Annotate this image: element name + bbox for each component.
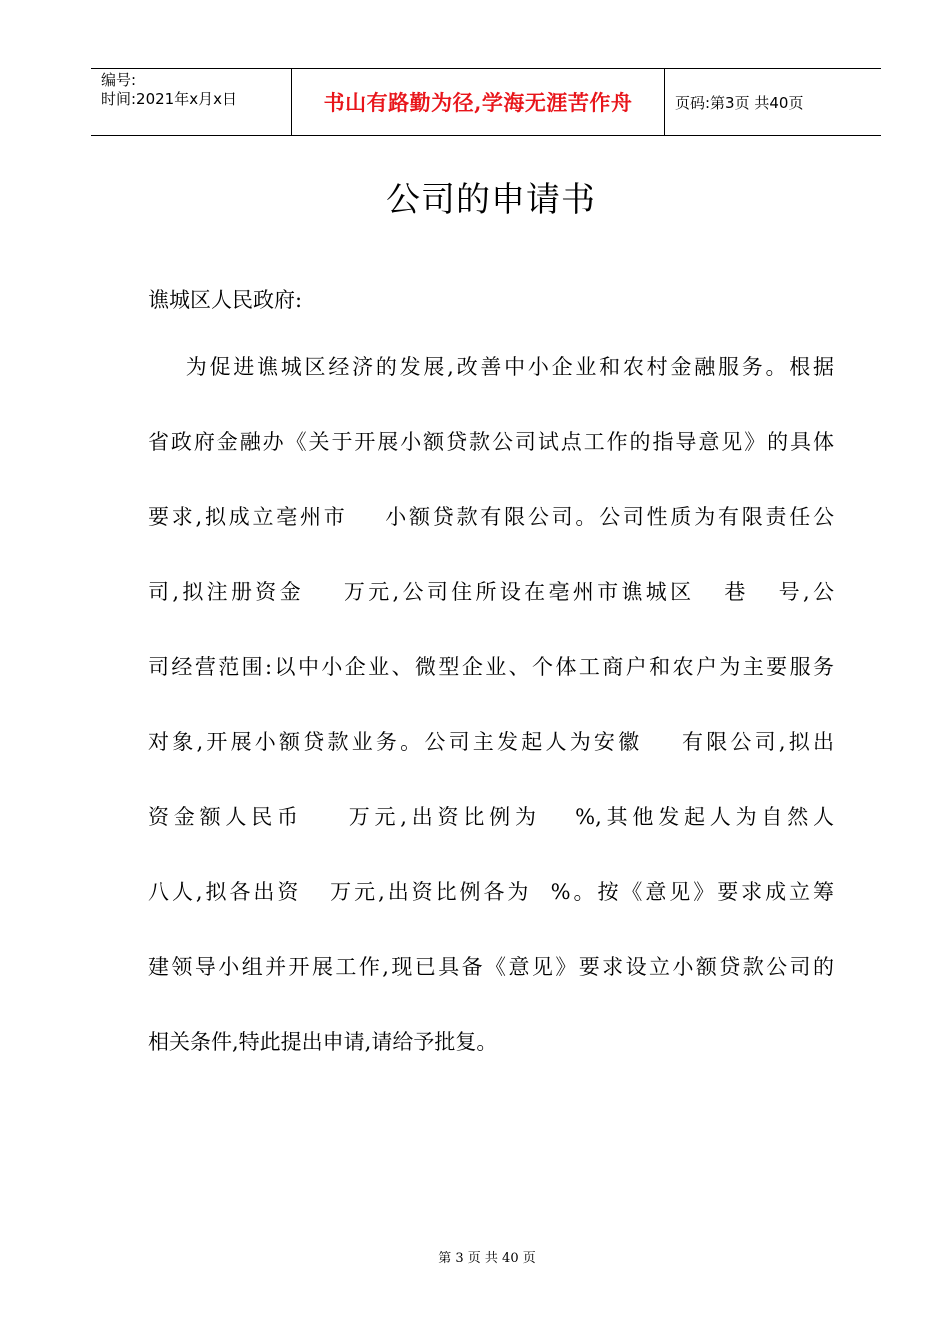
serial-number-label: 编号: bbox=[101, 71, 137, 89]
header-table bbox=[91, 68, 881, 136]
header-page-cell bbox=[665, 69, 881, 135]
motto-text: 书山有路勤为径,学海无涯苦作舟 bbox=[323, 90, 633, 115]
salutation: 谯城区人民政府: bbox=[148, 288, 303, 312]
body-line: 八人,拟各出资 万元,出资比例各为 %。按《意见》要求成立筹 bbox=[148, 880, 834, 904]
body-line: 相关条件,特此提出申请,请给予批复。 bbox=[148, 1030, 498, 1054]
body-line: 为促进谯城区经济的发展,改善中小企业和农村金融服务。根据 bbox=[148, 355, 834, 379]
body-line: 省政府金融办《关于开展小额贷款公司试点工作的指导意见》的具体 bbox=[148, 430, 834, 454]
time-label: 时间:2021年x月x日 bbox=[101, 90, 237, 108]
document-title: 公司的申请书 bbox=[386, 180, 596, 220]
body-paragraph bbox=[148, 345, 834, 1095]
body-line: 对象,开展小额贷款业务。公司主发起人为安徽 有限公司,拟出 bbox=[148, 730, 834, 754]
header-meta-cell bbox=[91, 69, 292, 135]
body-line: 要求,拟成立亳州市 小额贷款有限公司。公司性质为有限责任公 bbox=[148, 505, 834, 529]
body-line: 资金额人民币 万元,出资比例为 %,其他发起人为自然人 bbox=[148, 805, 834, 829]
body-line: 建领导小组并开展工作,现已具备《意见》要求设立小额贷款公司的 bbox=[148, 955, 834, 979]
page-info: 页码:第3页 共40页 bbox=[675, 93, 804, 112]
body-line: 司,拟注册资金 万元,公司住所设在亳州市谯城区 巷 号,公 bbox=[148, 580, 834, 604]
header-motto-cell bbox=[292, 69, 665, 135]
page-footer: 第 3 页 共 40 页 bbox=[438, 1251, 536, 1266]
body-line: 司经营范围:以中小企业、微型企业、个体工商户和农户为主要服务 bbox=[148, 655, 834, 679]
